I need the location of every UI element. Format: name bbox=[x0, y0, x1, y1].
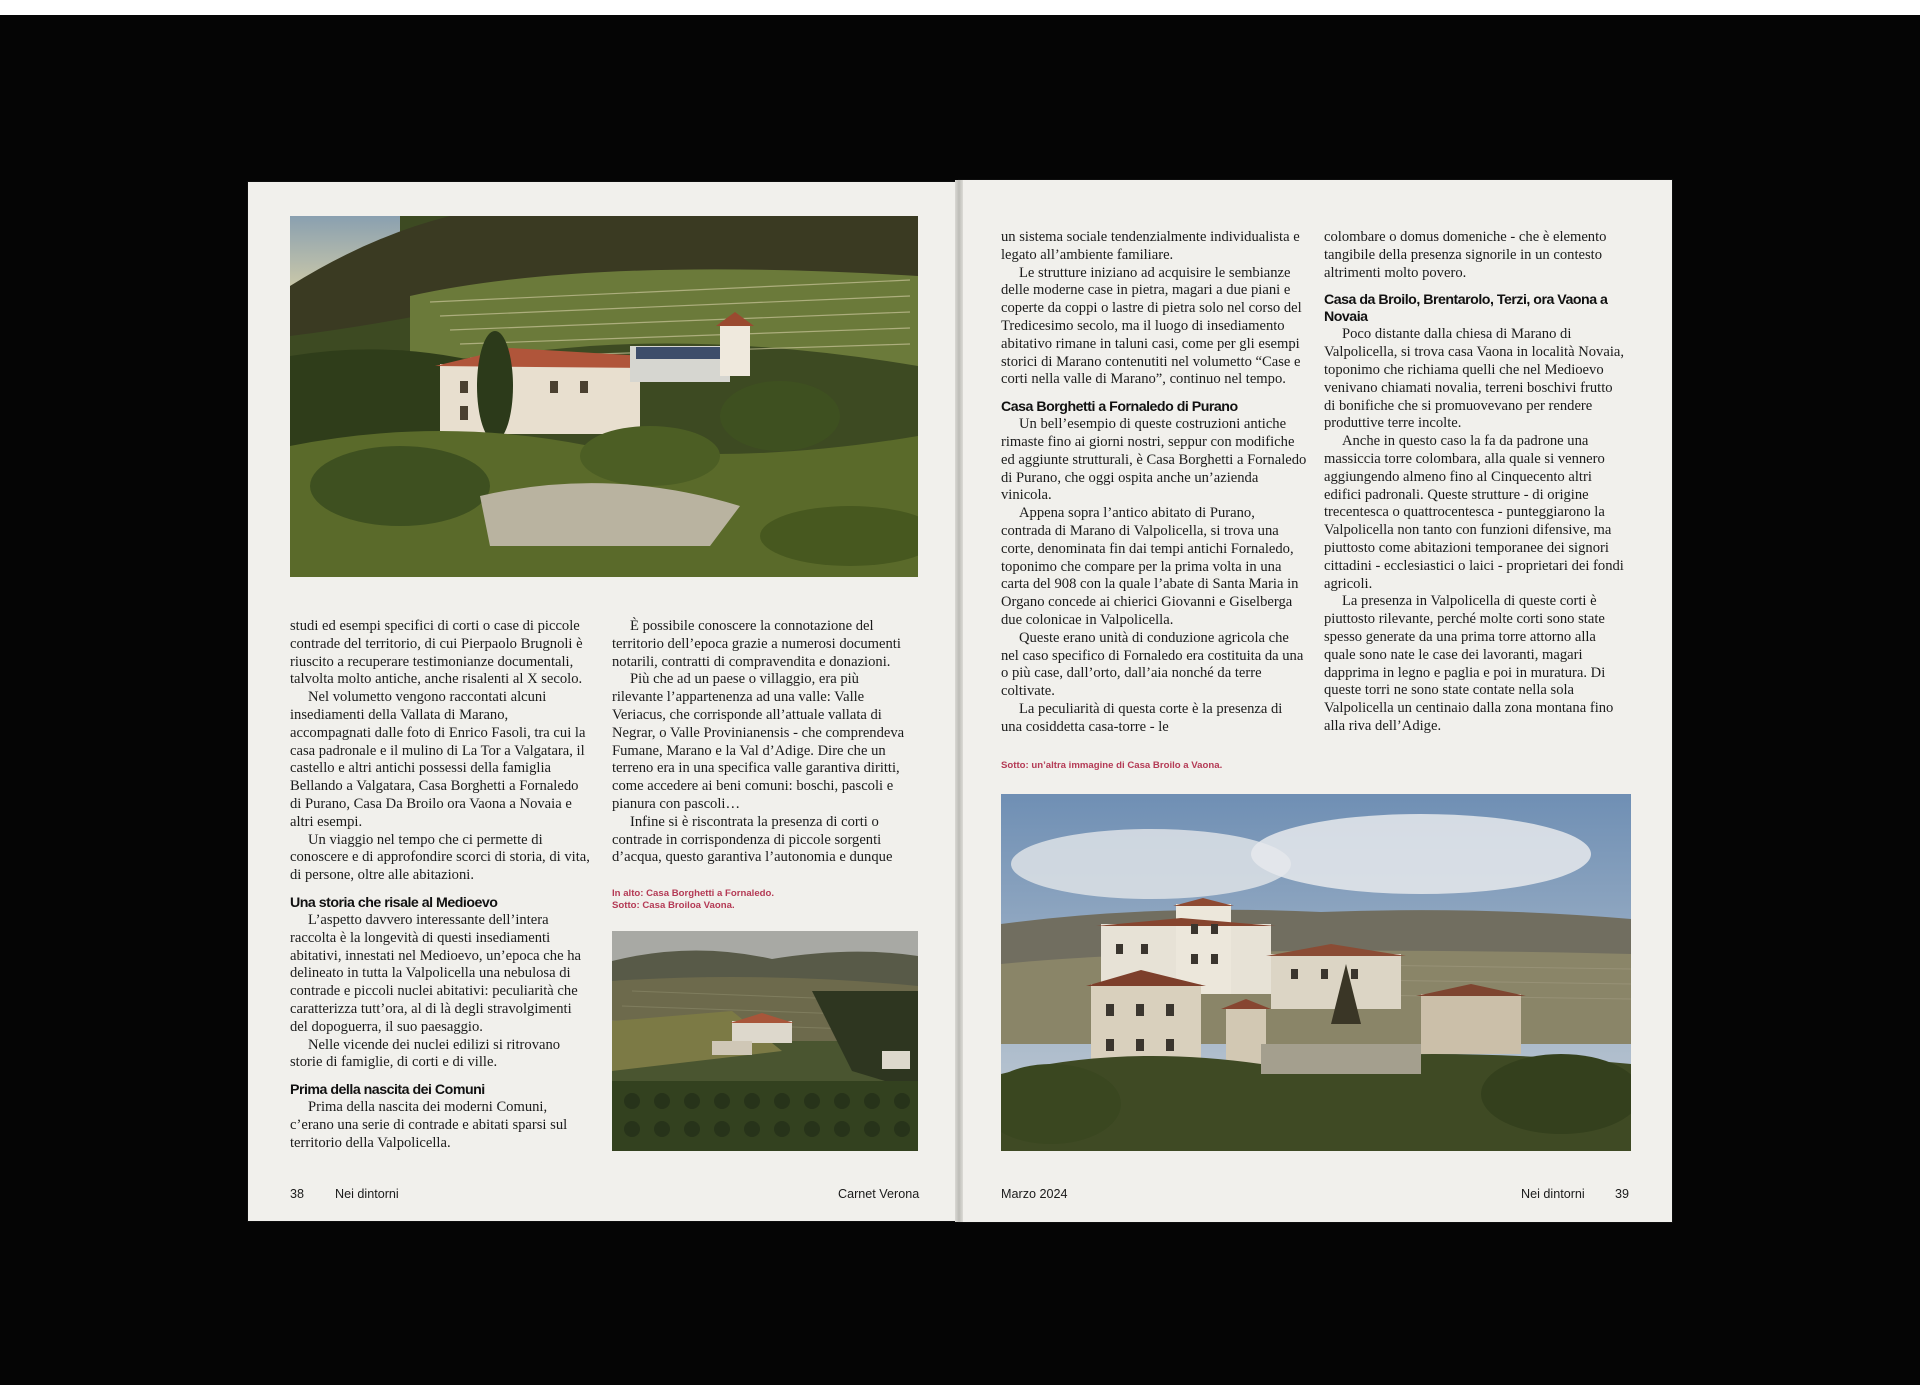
page-fold bbox=[955, 180, 963, 1222]
paragraph: Appena sopra l’antico abitato di Purano, contrada di Marano di Valpolicella, si trova una corte, denominata fin dai tempi antichi Fornaledo, toponimo che compare per la prima volta in una carta del 908 con la quale l’abate di Santa Maria in Organo concede ai chierici Giovanni e Giselberga due colonicae in Valpolicella. bbox=[1001, 505, 1299, 628]
page-number-left: 38 bbox=[290, 1187, 305, 1201]
photo-casa-broilo-aerial bbox=[612, 931, 918, 1151]
paragraph: Queste erano unità di conduzione agricola che nel caso specifico di Fornaledo era costituita da una o più case, dall’orto, dall’aia nonché da terre coltivate. bbox=[1001, 629, 1304, 700]
paragraph: È possibile conoscere la connotazione del territorio dell’epoca grazie a numerosi documenti notarili, contratti di compravendita e donazioni. bbox=[612, 618, 901, 670]
paragraph: Nelle vicende dei nuclei edilizi si ritrovano storie di famiglie, di corti e di ville. bbox=[290, 1036, 561, 1071]
paragraph: studi ed esempi specifici di corti o case di piccole contrade del territorio, di cui Pierpaolo Brugnoli è riuscito a recuperare testimonianze documentali, talvolta molto antiche, anche risalenti al X secolo. bbox=[290, 618, 583, 688]
left-column-2 bbox=[612, 618, 910, 867]
left-column-1 bbox=[290, 618, 590, 1153]
page-number-right: 39 bbox=[1615, 1187, 1630, 1201]
paragraph: Più che ad un paese o villaggio, era più rilevante l’appartenenza ad una valle: Valle Veriacus, che corrisponde all’attuale vallata di Negrar, o Valle Provinianensis - che comprendeva Fumane, Marano e la Val d’Adige. Dire che un terreno era in una specifica valle garantiva diritti, come accedere ai beni comuni: boschi, pascoli e pianura con pascoli… bbox=[612, 671, 905, 812]
paragraph: Poco distante dalla chiesa di Marano di Valpolicella, si trova casa Vaona in località Novaia, toponimo che richiama quelli che nel Medioevo venivano chiamati novalia, terreni boschivi frutto di bonifiche che si promuovevano per rendere produttive terre incolte. bbox=[1324, 326, 1625, 432]
footer-magazine-name: Carnet Verona bbox=[838, 1187, 920, 1201]
paragraph: La presenza in Valpolicella di queste corti è piuttosto rilevante, perché molte corti sono state spesso generate da una prima torre attorno alla quale sono nate le case dei lavoranti, magari dapprima in legno e paglia e poi in muratura. Di queste torri ne sono state contate nella sola Valpolicella un centinaio dalla zona montana fino alla riva dell’Adige. bbox=[1324, 593, 1614, 734]
footer-section-right: Nei dintorni bbox=[1521, 1187, 1585, 1201]
paragraph: un sistema sociale tendenzialmente individualista e legato all’ambiente familiare. bbox=[1001, 229, 1300, 263]
paragraph: Un viaggio nel tempo che ci permette di conoscere e di approfondire scorci di storia, di vita, di persone, oltre alle abitazioni. bbox=[290, 831, 590, 884]
paragraph: Prima della nascita dei moderni Comuni, c’erano una serie di contrade e abitati sparsi sul territorio della Valpolicella. bbox=[290, 1099, 568, 1151]
right-column-2 bbox=[1324, 229, 1624, 736]
subheading: Una storia che risale al Medioevo bbox=[290, 894, 498, 911]
paragraph: colombare o domus domeniche - che è elemento tangibile della presenza signorile in un contesto altrimenti molto povero. bbox=[1324, 229, 1607, 281]
paragraph: Anche in questo caso la fa da padrone una massiccia torre colombara, alla quale si vennero aggiungendo almeno fino al Cinquecento altri edifici padronali. Queste strutture - di origine trecentesca o quattrocentesca - punteggiarono la Valpolicella non tanto con funzioni difensive, ma piuttosto come abitazioni temporanee dei signori cittadini - ecclesiastici o laici - proprietari dei fondi agricoli. bbox=[1324, 433, 1624, 592]
subheading: Prima della nascita dei Comuni bbox=[290, 1082, 485, 1099]
paragraph: Le strutture iniziano ad acquisire le sembianze delle moderne case in pietra, magari a due piani e coperte da coppi o lastre di pietra solo nel corso del Tredicesimo secolo, ma il luogo di insediamento abitativo rimane in taluni casi, come per gli esempi storici di Marano contenutiti nel volumetto “Case e corti nella valle di Marano”, continuo nel tempo. bbox=[1001, 264, 1302, 388]
photo-caption bbox=[612, 888, 912, 912]
footer-section-left: Nei dintorni bbox=[335, 1187, 399, 1201]
paragraph: Nel volumetto vengono raccontati alcuni insediamenti della Vallata di Marano, accompagnati dalle foto di Enrico Fasoli, tra cui la casa padronale e il mulino di La Tor a Valgatara, il castello e altri antichi possessi della famiglia Bellando a Valgatara, Casa Borghetti a Fornaledo di Purano, Casa Da Broilo ora Vaona a Novaia e altri esempi. bbox=[290, 689, 586, 830]
subheading: Casa Borghetti a Fornaledo di Purano bbox=[1001, 399, 1238, 416]
paragraph: L’aspetto davvero interessante dell’intera raccolta è la longevità di questi insediamenti abitativi, innestati nel Medioevo, un’epoca che ha delineato in tutta la Valpolicella una nebulosa di contrade e piccoli nuclei abitativi: peculiarità che caratterizza tutt’ora, al di là degli stravolgimenti del dopoguerra, il suo paesaggio. bbox=[290, 911, 581, 1035]
subheading: Casa da Broilo, Brentarolo, Terzi, ora Vaona a Novaia bbox=[1324, 292, 1608, 326]
photo-casa-vaona bbox=[1001, 794, 1631, 1151]
paragraph: Un bell’esempio di queste costruzioni antiche rimaste fino ai giorni nostri, seppur con modifiche ed aggiunte strutturali, è Casa Borghetti a Fornaledo di Purano, che oggi ospita anche un’azienda vinicola. bbox=[1001, 416, 1307, 504]
photo-casa-borghetti bbox=[290, 216, 918, 577]
right-column-1 bbox=[1001, 229, 1307, 737]
footer-date: Marzo 2024 bbox=[1001, 1187, 1068, 1201]
paragraph: La peculiarità di questa corte è la presenza di una cosiddetta casa-torre - le bbox=[1001, 700, 1283, 735]
caption-line: Sotto: Casa Broiloa Vaona. bbox=[612, 900, 735, 911]
dark-backdrop bbox=[0, 15, 1920, 1385]
photo-caption: Sotto: un’altra immagine di Casa Broilo a Vaona. bbox=[1001, 760, 1223, 771]
paragraph: Infine si è riscontrata la presenza di corti o contrade in corrispondenza di piccole sorgenti d’acqua, questo garantiva l’autonomia e dunque bbox=[612, 813, 893, 866]
caption-line: In alto: Casa Borghetti a Fornaledo. bbox=[612, 888, 775, 899]
